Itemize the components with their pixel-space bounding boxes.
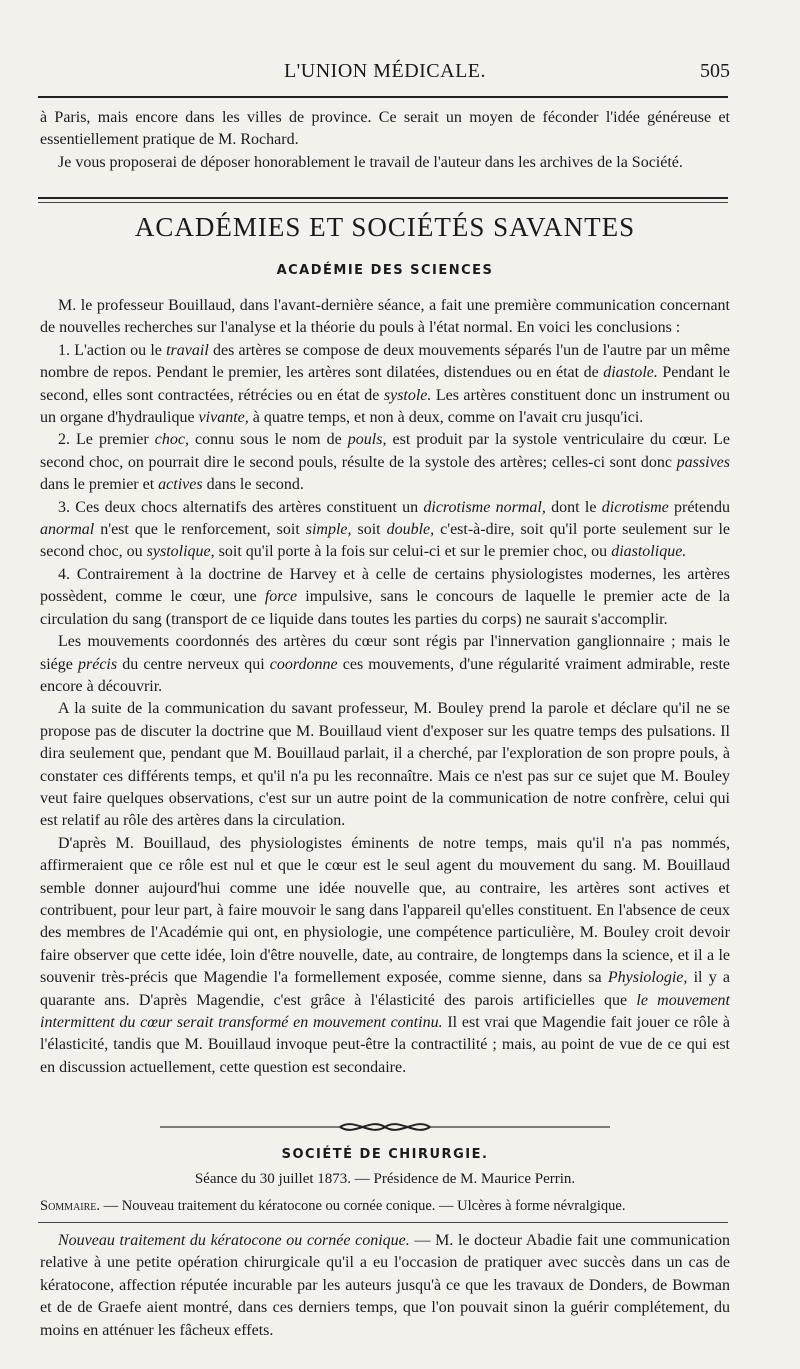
- text-run: il y a quarante ans. D'après Magendie, c'est grâce à l'élasticité des parois artificielles que: [40, 969, 730, 1009]
- text-run: précis: [78, 655, 118, 673]
- text-run: dicrotisme: [601, 498, 669, 516]
- sommaire-text: — Nouveau traitement du kératocone ou cornée conique. — Ulcères à forme névralgique.: [100, 1198, 626, 1214]
- text-run: Physiologie,: [607, 969, 688, 987]
- text-run: travail: [166, 341, 209, 359]
- text-run: du centre nerveux qui: [117, 655, 270, 673]
- page-number: 505: [700, 60, 730, 82]
- paragraph-keratocone: [40, 1230, 730, 1342]
- sommaire-rule: [38, 1222, 728, 1223]
- text-run: dont le: [545, 498, 602, 516]
- text-run: passives: [676, 453, 730, 471]
- text-run: dans le second.: [202, 476, 304, 494]
- conclusion-4: [40, 564, 730, 631]
- text-run: des artères se compose de deux mouvements séparés l'un de l'autre par un même nombre de repos. Pendant le premier, les artères sont dilatées, distendues ou en état de: [40, 341, 731, 382]
- seance-line: Séance du 30 juillet 1873. — Présidence de M. Maurice Perrin.: [194, 1171, 576, 1187]
- chirurgie-body: [40, 1230, 730, 1342]
- paragraph-bouley: A la suite de la communication du savant professeur, M. Bouley prend la parole et déclare qu'il ne se propose pas de discuter la doctrine que M. Bouillaud vient d'exposer sur les quatre temps des pulsations. Il dira seulement que, pendant que M. Bouillaud parlait, il a cherché, par l'exploration de son propre pouls, à constater ces différents temps, et qu'il n'a pu les reconnaître. Mais ce n'est pas sur ce sujet que M. Bouley veut faire quelques observations, c'est sur un autre point de la communication de notre confrère, celui qui est relatif au rôle des artères dans la circulation.: [40, 700, 730, 830]
- text-run: soit qu'il porte à la fois sur celui-ci et sur le premier choc, ou: [214, 543, 612, 561]
- text-run: pouls,: [347, 431, 387, 449]
- text-run: actives: [158, 476, 203, 494]
- text-run: c'est-à-dire, soit qu'il porte seulement sur le second choc, ou: [40, 521, 731, 561]
- text-run: Il est vrai que Magendie fait jouer ce rôle à l'élasticité, tandis que M. Bouillaud invoque peut-être la contractilité ; mais, au point de vue de ce qui est en discussion actuellement, cette question est secondaire.: [40, 1014, 731, 1076]
- text-run: diastole.: [603, 364, 658, 382]
- text-run: systolique,: [146, 543, 215, 561]
- text-run: — M. le docteur Abadie fait une communication relative à une petite opération chirurgicale qu'il a eu l'occasion de pratiquer avec succès dans un cas de kératocone, affection réputée incurable par les auteurs jusqu'à ce que les travaux de Donders, de Bowman et de de Graefe aient montré, dans ces derniers temps, que l'on pouvait sinon la guérir complétement, du moins en atténuer les fâcheux effets.: [40, 1232, 730, 1339]
- intro-text: [40, 107, 730, 174]
- text-run: 3. Ces deux chocs alternatifs des artères constituent un: [58, 498, 424, 516]
- intro-paragraph-1: à Paris, mais encore dans les villes de province. Ce serait un moyen de féconder l'idée généreuse et essentiellement pratique de M. Rochard.: [40, 109, 730, 149]
- section-double-rule-bottom: [38, 202, 728, 203]
- ornamental-divider: [40, 1117, 730, 1137]
- text-run: Nouveau traitement du kératocone ou cornée conique.: [58, 1232, 410, 1249]
- text-run: soit: [351, 521, 387, 539]
- text-run: systole.: [383, 386, 432, 404]
- text-run: diastolique.: [611, 543, 687, 561]
- header-rule: [38, 96, 728, 98]
- text-run: coordonne: [269, 655, 338, 673]
- section-title: ACADÉMIES ET SOCIÉTÉS SAVANTES: [134, 212, 636, 242]
- text-run: vivante,: [198, 409, 249, 427]
- page-header: [40, 60, 730, 86]
- text-run: dans le premier et: [40, 476, 159, 494]
- sommaire-label: Sommaire.: [40, 1198, 101, 1214]
- text-run: Les artères constituent donc un instrument ou un organe d'hydraulique: [40, 386, 731, 427]
- text-run: connu sous le nom de: [188, 431, 348, 449]
- section-double-rule-top: [38, 197, 728, 199]
- text-run: Les mouvements coordonnés des artères du cœur sont régis par l'innervation ganglionnaire ; mais le siége: [40, 633, 730, 673]
- conclusion-2: [40, 429, 730, 496]
- text-run: dicrotisme normal,: [423, 498, 546, 516]
- text-run: choc,: [154, 431, 189, 449]
- paragraph-magendie: [40, 833, 730, 1079]
- text-run: n'est que le renforcement, soit: [94, 521, 306, 539]
- text-run: simple,: [305, 521, 352, 539]
- text-run: 4. Contrairement à la doctrine de Harvey et à celle de certains physiologistes modernes, les artères possèdent, comme le cœur, une: [40, 565, 730, 606]
- text-run: double,: [386, 521, 435, 539]
- text-run: 2. Le premier: [58, 431, 155, 449]
- academie-body: [40, 295, 730, 1079]
- subsection-title-chirurgie: SOCIÉTÉ DE CHIRURGIE.: [281, 1147, 489, 1162]
- sommaire-line: [40, 1198, 730, 1215]
- text-run: est produit par la systole ventriculaire du cœur. Le second choc, on pourrait dire le second pouls, résulte de la systole des artères; celles-ci sont donc: [40, 431, 731, 471]
- subsection-title-academie: ACADÉMIE DES SCIENCES: [276, 263, 494, 278]
- text-run: le mouvement intermittent du cœur serait transformé en mouvement continu.: [40, 991, 730, 1031]
- conclusion-1: [40, 340, 730, 430]
- text-run: anormal: [40, 521, 95, 539]
- text-run: prétendu: [668, 498, 730, 516]
- intro-paragraph-2: Je vous proposerai de déposer honorablement le travail de l'auteur dans les archives de la Société.: [58, 153, 683, 171]
- running-title: L'UNION MÉDICALE.: [283, 60, 487, 82]
- text-run: D'après M. Bouillaud, des physiologistes éminents de notre temps, mais qu'il n'a pas nommés, affirmeraient que ce rôle est nul et que le cœur est le seul agent du mouvement du sang. M. Bouillaud semble donner aujourd'hui comme une idée nouvelle que, au contraire, les artères sont actives et contribuent, pour leur part, à faire mouvoir le sang dans l'appareil qu'elles constituent. En l'absence de ceux des membres de l'Académie qui ont, en physiologie, une compétence particulière, M. Bouley croit devoir faire observer que cette idée, loin d'être nouvelle, date, au contraire, de longtemps dans la science, et il a le souvenir très-précis que Magendie l'a formellement exposée, comme sienne, dans sa: [40, 834, 730, 987]
- academie-intro: M. le professeur Bouillaud, dans l'avant-dernière séance, a fait une première communication concernant de nouvelles recherches sur l'analyse et la théorie du pouls à l'état normal. En voici les conclusions :: [40, 297, 730, 337]
- text-run: Pendant le second, elles sont contractées, rétrécies ou en état de: [40, 364, 731, 404]
- text-run: à quatre temps, et non à deux, comme on l'avait cru jusqu'ici.: [248, 409, 644, 427]
- text-run: force: [264, 588, 298, 606]
- text-run: ces mouvements, d'une régularité vraiment admirable, reste encore à découvrir.: [40, 655, 730, 695]
- text-run: impulsive, sans le concours de laquelle le premier acte de la circulation du sang (transport de ce liquide dans toutes les parties du corps) ne saurait s'accomplir.: [40, 588, 731, 628]
- text-run: 1. L'action ou le: [58, 341, 167, 359]
- conclusion-3: [40, 497, 730, 564]
- paragraph-innervation: [40, 631, 730, 698]
